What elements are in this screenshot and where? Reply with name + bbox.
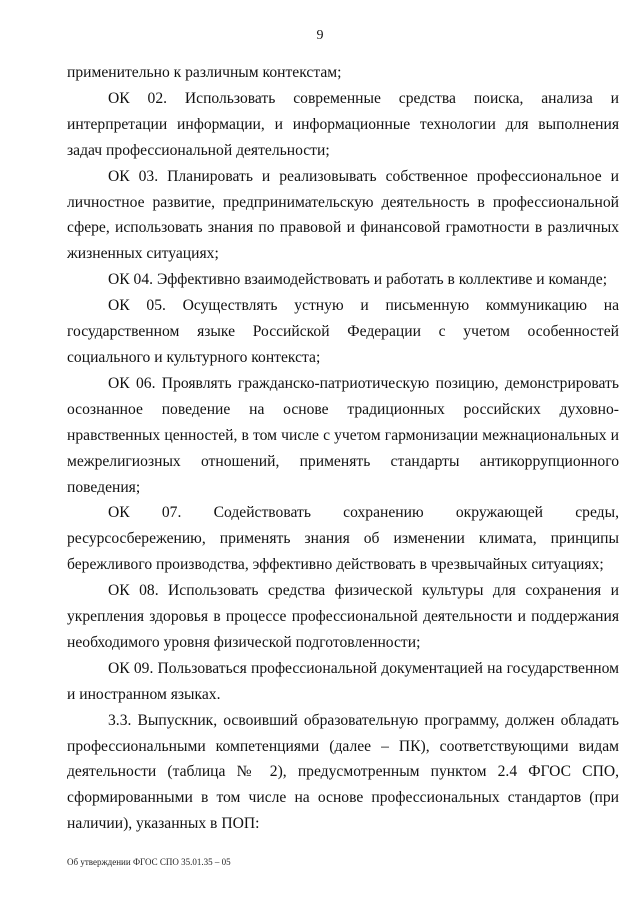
paragraph-ok-02: ОК 02. Использовать современные средства поиска, анализа и интерпретации информации, и информационные технологии для выполнения задач профессиональной деятельности; xyxy=(67,89,619,159)
page-number: 9 xyxy=(316,28,324,43)
paragraph-ok-03: ОК 03. Планировать и реализовывать собственное профессиональное и личностное развитие, предпринимательскую деятельность в профессиональной сфере, использовать знания по правовой и финансовой грамотности в различных жизненных ситуациях; xyxy=(67,167,619,263)
document-body xyxy=(67,60,619,837)
paragraph-ok-07: ОК 07. Содействовать сохранению окружающей среды, ресурсосбережению, применять знания об изменении климата, принципы бережливого производства, эффективно действовать в чрезвычайных ситуациях; xyxy=(67,504,619,574)
paragraph-ok-06: ОК 06. Проявлять гражданско-патриотическую позицию, демонстрировать осознанное поведение на основе традиционных российских духовно-нравственных ценностей, в том числе с учетом гармонизации межнациональных и межрелигиозных отношений, применять стандарты антикоррупционного поведения; xyxy=(67,374,619,496)
footer-note: Об утверждении ФГОС СПО 35.01.35 – 05 xyxy=(67,857,231,867)
paragraph-3-3: 3.3. Выпускник, освоивший образовательную программу, должен обладать профессиональными компетенциями (далее – ПК), соответствующими видам деятельности (таблица № 2), предусмотренным пунктом 2.4 ФГОС СПО, сформированными в том числе на основе профессиональных стандартов (при наличии), указанных в ПОП: xyxy=(67,711,619,833)
paragraph-continuation: применительно к различным контекстам; xyxy=(67,64,342,81)
paragraph-ok-09: ОК 09. Пользоваться профессиональной документацией на государственном и иностранном языках. xyxy=(67,659,619,703)
paragraph-ok-05: ОК 05. Осуществлять устную и письменную коммуникацию на государственном языке Российской Федерации с учетом особенностей социального и культурного контекста; xyxy=(67,297,619,366)
paragraph-ok-08: ОК 08. Использовать средства физической культуры для сохранения и укрепления здоровья в процессе профессиональной деятельности и поддержания необходимого уровня физической подготовленности; xyxy=(67,582,619,651)
paragraph-ok-04: ОК 04. Эффективно взаимодействовать и работать в коллективе и команде; xyxy=(108,271,608,289)
